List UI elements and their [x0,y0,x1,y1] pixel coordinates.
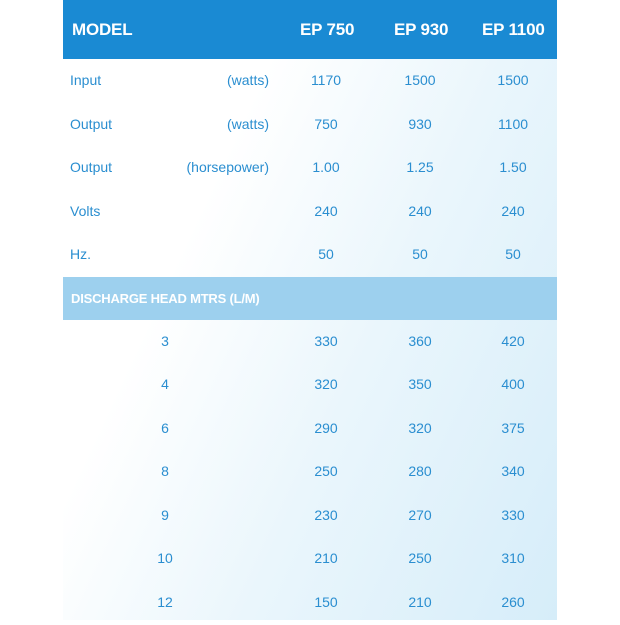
head-meters: 9 [161,507,169,523]
value-ep930: 350 [408,376,432,392]
discharge-row [63,581,557,625]
head-meters: 8 [161,463,169,479]
discharge-row [63,537,557,581]
head-meters: 6 [161,420,169,436]
row-label: Input [70,72,102,88]
value-ep1100: 330 [501,507,525,523]
discharge-row [63,363,557,407]
value-ep750: 320 [314,376,338,392]
value-ep750: 1.00 [312,159,340,175]
spec-row-output-horsepower [63,146,557,190]
table-header [63,0,557,59]
value-ep1100: 310 [501,550,525,566]
head-meters: 10 [157,550,173,566]
value-ep750: 250 [314,463,338,479]
value-ep1100: 1100 [497,116,529,132]
head-meters: 12 [157,594,173,610]
discharge-row [63,320,557,364]
row-label: Hz. [70,246,91,262]
spec-row-hz [63,233,557,277]
value-ep750: 210 [314,550,338,566]
discharge-row [63,494,557,538]
value-ep1100: 400 [501,376,525,392]
value-ep1100: 1500 [497,72,529,88]
value-ep930: 250 [408,550,432,566]
value-ep930: 240 [408,203,432,219]
spec-row-output-watts [63,103,557,147]
head-meters: 4 [161,376,169,392]
model-ep750: EP 750 [300,20,355,39]
discharge-row [63,450,557,494]
spec-row-input-watts [63,59,557,103]
value-ep930: 930 [408,116,432,132]
value-ep1100: 240 [501,203,525,219]
value-ep750: 290 [314,420,338,436]
row-label: Output [70,159,113,175]
value-ep1100: 50 [505,246,521,262]
value-ep750: 150 [314,594,338,610]
model-label: MODEL [72,20,133,39]
discharge-section-header [63,277,557,320]
value-ep930: 280 [408,463,432,479]
value-ep750: 750 [314,116,338,132]
row-unit: (watts) [227,72,269,88]
value-ep750: 240 [314,203,338,219]
value-ep1100: 375 [501,420,525,436]
value-ep930: 210 [408,594,432,610]
value-ep750: 1170 [310,72,342,88]
row-unit: (watts) [227,116,269,132]
value-ep1100: 1.50 [499,159,527,175]
row-unit: (horsepower) [186,159,269,175]
value-ep750: 330 [314,333,338,349]
discharge-row [63,407,557,451]
spec-row-volts [63,190,557,234]
value-ep1100: 260 [501,594,525,610]
value-ep750: 50 [318,246,334,262]
section-title: DISCHARGE HEAD MTRS (L/M) [71,291,260,306]
value-ep930: 50 [412,246,428,262]
value-ep930: 320 [408,420,432,436]
spec-table [63,0,557,620]
model-ep1100: EP 1100 [482,20,545,39]
value-ep1100: 420 [501,333,525,349]
head-meters: 3 [161,333,169,349]
value-ep930: 1.25 [406,159,434,175]
value-ep930: 1500 [404,72,436,88]
value-ep930: 360 [408,333,432,349]
model-ep930: EP 930 [394,20,449,39]
value-ep930: 270 [408,507,432,523]
value-ep1100: 340 [501,463,525,479]
value-ep750: 230 [314,507,338,523]
row-label: Volts [70,203,101,219]
row-label: Output [70,116,113,132]
